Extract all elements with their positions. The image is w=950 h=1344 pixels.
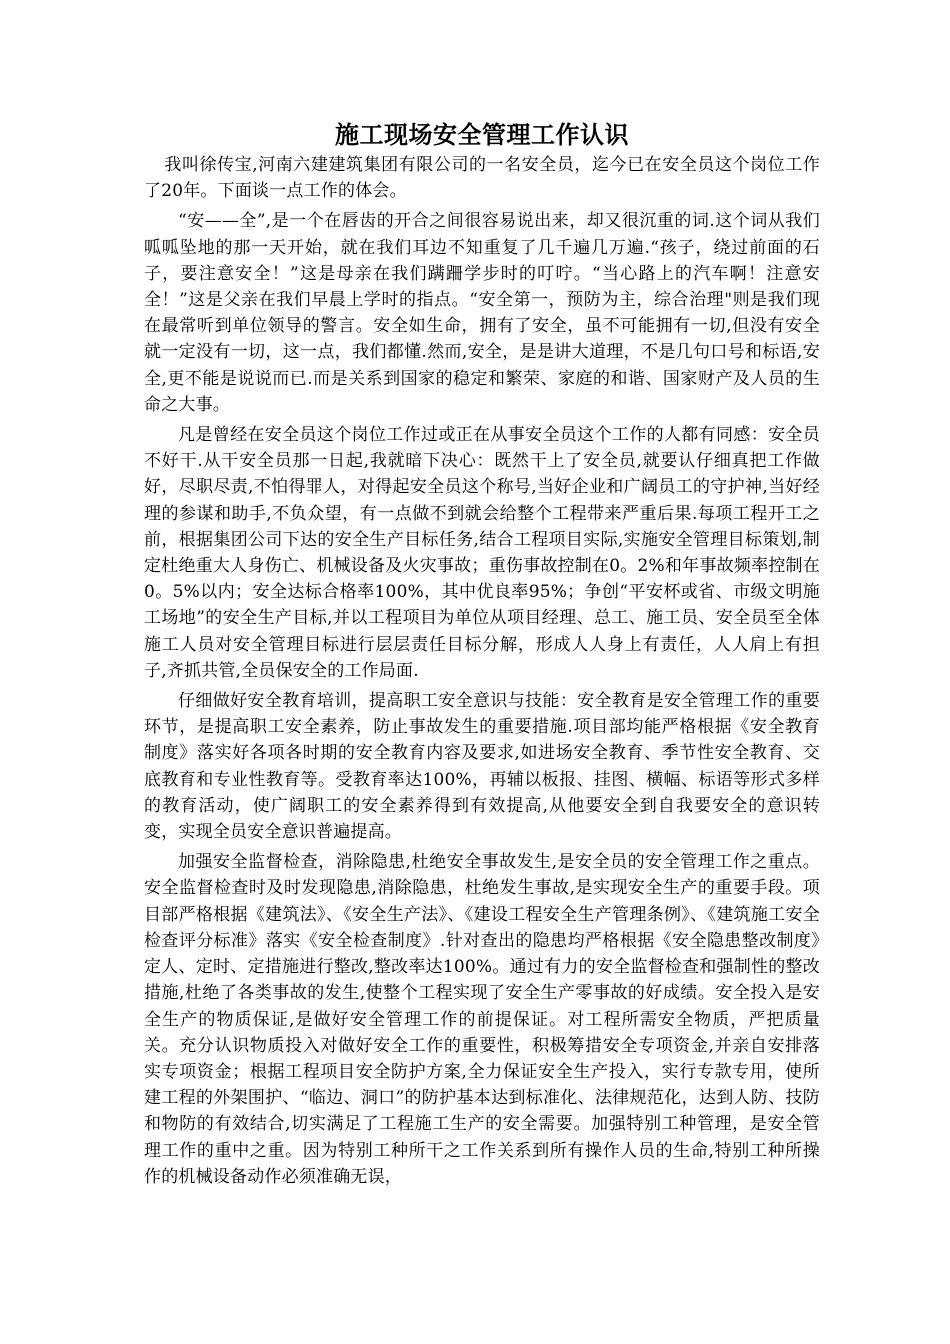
paragraph-safety-education: 仔细做好安全教育培训，提高职工安全意识与技能：安全教育是安全管理工作的重要环节，是提高职工安全素养，防止事故发生的重要措施.项目部均能严格根据《安全教育制度》落实好各项各时期的安全教育内容及要求,如进场安全教育、季节性安全教育、交底教育和专业性教育等。受教育率达100%，再辅以板报、挂图、横幅、标语等形式多样的教育活动，使广阔职工的安全素养得到有效提高,从他要安全到自我要安全的意识转变，实现全员安全意识普遍提高。 — [144, 691, 820, 843]
page-title: 施工现场安全管理工作认识 — [335, 120, 629, 149]
paragraph-intro: 我叫徐传宝,河南六建建筑集团有限公司的一名安全员，迄今已在安全员这个岗位工作了20年。下面谈一点工作的体会。 — [144, 155, 820, 202]
paragraph-safety-meaning: “安——全”,是一个在唇齿的开合之间很容易说出来，却又很沉重的词.这个词从我们呱呱坠地的那一天开始，就在我们耳边不知重复了几千遍几万遍.“孩子，绕过前面的石子，要注意安全！”这是母亲在我们蹒跚学步时的叮咛。“当心路上的汽车啊！注意安全！”这是父亲在我们早晨上学时的指点。“安全第一，预防为主，综合治理"则是我们现在最常听到单位领导的警言。安全如生命，拥有了安全，虽不可能拥有一切,但没有安全就一定没有一切，这一点，我们都懂.然而,安全，是是讲大道理，不是几句口号和标语,安全,更不能是说说而已.而是关系到国家的稳定和繁荣、家庭的和谐、国家财产及人员的生命之大事。 — [144, 211, 820, 415]
paragraph-safety-inspection: 加强安全监督检查，消除隐患,杜绝安全事故发生,是安全员的安全管理工作之重点。安全监督检查时及时发现隐患,消除隐患，杜绝发生事故,是实现安全生产的重要手段。项目部严格根据《建筑法》、《安全生产法》、《建设工程安全生产管理条例》、《建筑施工安全检查评分标准》落实《安全检查制度》.针对查出的隐患均严格根据《安全隐患整改制度》定人、定时、定措施进行整改,整改率达100%。通过有力的安全监督检查和强制性的整改措施,杜绝了各类事故的发生,使整个工程实现了安全生产零事故的好成绩。安全投入是安全生产的物质保证,是做好安全管理工作的前提保证。对工程所需安全物质，严把质量关。充分认识物质投入对做好安全工作的重要性，积极筹措安全专项资金,并亲自安排落实专项资金；根据工程项目安全防护方案,全力保证安全生产投入，实行专款专用，使所建工程的外架围护、“临边、洞口”的防护基本达到标准化、法律规范化，达到人防、技防和物防的有效结合,切实满足了工程施工生产的安全需要。加强特别工种管理，是安全管理工作的重中之重。因为特别工种所干之工作关系到所有操作人员的生命,特别工种所操作的机械设备动作必须准确无误， — [144, 852, 820, 1187]
document-body — [144, 118, 820, 1194]
paragraph-safety-goals: 凡是曾经在安全员这个岗位工作过或正在从事安全员这个工作的人都有同感：安全员不好干.从干安全员那一日起,我就暗下决心：既然干上了安全员,就要认仔细真把工作做好，尽职尽责,不怕得罪人，对得起安全员这个称号,当好企业和广阔员工的守护神,当好经理的参谋和助手,不负众望，有一点做不到就会给整个工程带来严重后果.每项工程开工之前，根据集团公司下达的安全生产目标任务,结合工程项目实际,实施安全管理目标策划,制定杜绝重大人身伤亡、机械设备及火灾事故；重伤事故控制在0。2%和年事故频率控制在0。5%以内；安全达标合格率100%，其中优良率95%；争创“平安杯或省、市级文明施工场地”的安全生产目标,并以工程项目为单位从项目经理、总工、施工员、安全员至全体施工人员对安全管理目标进行层层责任目标分解，形成人人身上有责任，人人肩上有担子,齐抓共管,全员保安全的工作局面. — [144, 425, 820, 681]
